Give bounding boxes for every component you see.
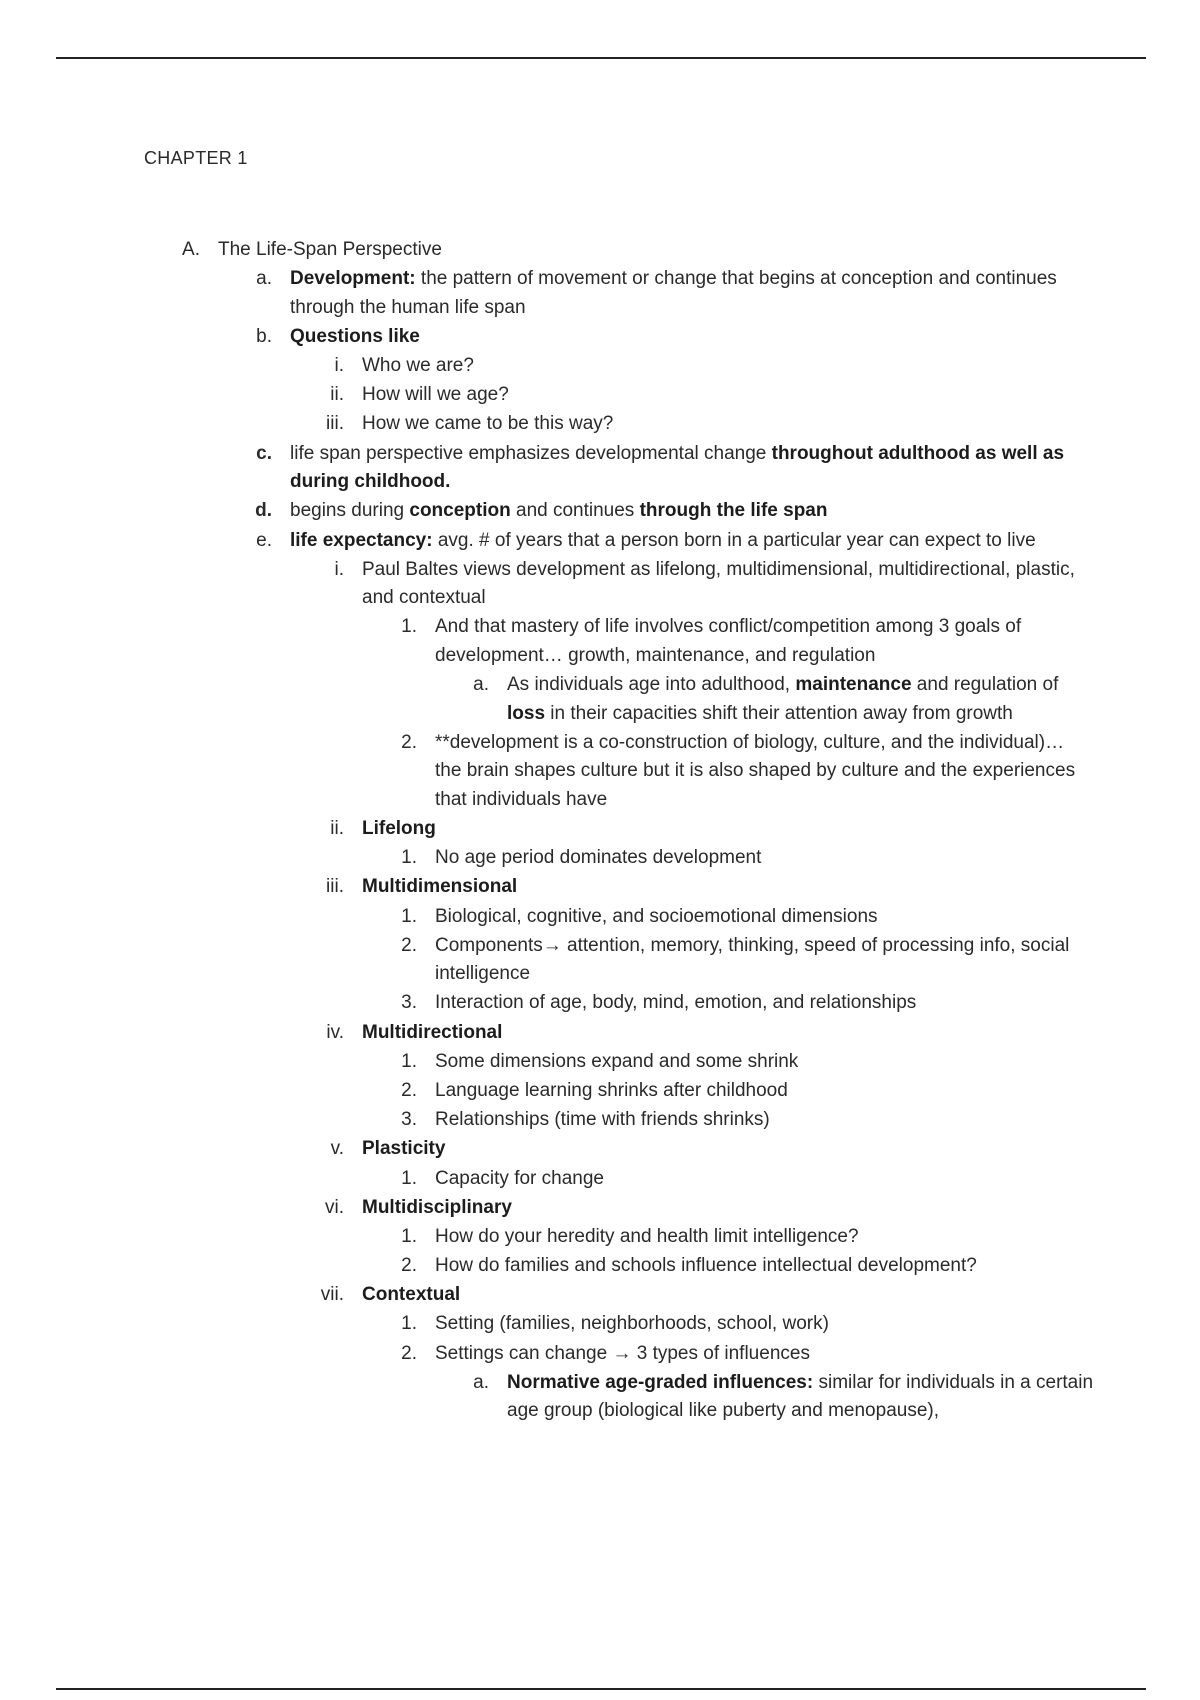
outline-item — [0, 410, 1082, 439]
list-marker: a. — [473, 674, 489, 696]
outline-item — [0, 1019, 1082, 1048]
outline-item-text — [435, 932, 1095, 989]
bold-text: Multidisciplinary — [362, 1196, 512, 1218]
list-marker: i. — [334, 558, 344, 580]
outline-item — [0, 527, 1100, 556]
text-run: the pattern of movement or change that begins at conception and continues through the human life span — [290, 268, 1057, 318]
outline-item-text — [435, 989, 1095, 1018]
list-marker: 2. — [401, 731, 417, 753]
outline-item-text — [435, 729, 1095, 815]
text-run: No age period dominates development — [435, 847, 762, 869]
text-run: How do your heredity and health limit intelligence? — [435, 1225, 859, 1247]
outline-item-text — [362, 873, 1082, 902]
list-marker: 1. — [401, 616, 417, 638]
text-run: Interaction of age, body, mind, emotion, and relationships — [435, 992, 917, 1014]
outline-item-text — [290, 440, 1100, 497]
text-run: How do families and schools influence intellectual development? — [435, 1255, 977, 1277]
bold-text: Questions like — [290, 325, 420, 347]
outline-item — [0, 1048, 1095, 1077]
list-marker: 2. — [401, 1079, 417, 1101]
outline-item-text — [435, 1310, 1095, 1339]
list-marker: a. — [473, 1371, 489, 1393]
outline-item-text — [362, 410, 1082, 439]
text-run: As individuals age into adulthood, — [507, 674, 796, 696]
outline-item — [0, 844, 1095, 873]
list-marker: iv. — [326, 1021, 344, 1043]
bold-text: through the life span — [639, 500, 828, 522]
outline-item-text — [435, 1340, 1095, 1369]
text-run: Who we are? — [362, 355, 474, 377]
bold-text: loss — [507, 702, 546, 724]
outline-item — [0, 1194, 1082, 1223]
text-run: How we came to be this way? — [362, 413, 614, 435]
outline-item-text — [218, 236, 1058, 265]
outline-item-text — [290, 323, 1100, 352]
list-marker: 1. — [401, 1050, 417, 1072]
list-marker: iii. — [326, 413, 344, 435]
outline-item — [0, 1310, 1095, 1339]
outline-item — [0, 1252, 1095, 1281]
outline-item-text — [435, 1223, 1095, 1252]
outline — [0, 236, 1200, 1427]
list-marker: vi. — [325, 1196, 344, 1218]
outline-item-text — [507, 671, 1097, 728]
outline-item — [0, 989, 1095, 1018]
list-marker: i. — [334, 355, 344, 377]
outline-item — [0, 381, 1082, 410]
outline-item — [0, 1135, 1082, 1164]
bottom-rule — [56, 1688, 1146, 1690]
list-marker: 2. — [401, 1255, 417, 1277]
outline-item-text — [362, 1135, 1082, 1164]
outline-item — [0, 323, 1100, 352]
text-run: and regulation of — [911, 674, 1059, 696]
outline-item — [0, 352, 1082, 381]
outline-item-text — [435, 1048, 1095, 1077]
outline-item — [0, 729, 1095, 815]
list-marker: d. — [255, 500, 272, 522]
text-run: Language learning shrinks after childhood — [435, 1079, 788, 1101]
bold-text: Development: — [290, 268, 416, 290]
outline-item-text — [290, 265, 1100, 322]
text-run: avg. # of years that a person born in a particular year can expect to live — [432, 529, 1036, 551]
outline-item-text — [290, 527, 1100, 556]
outline-item-text — [435, 1252, 1095, 1281]
outline-item — [0, 873, 1082, 902]
outline-item — [0, 1340, 1095, 1369]
bold-text: Multidimensional — [362, 876, 518, 898]
outline-item-text — [507, 1369, 1097, 1426]
text-run: begins during — [290, 500, 410, 522]
text-run: Components→ attention, memory, thinking, speed of processing info, social intelligence — [435, 934, 1070, 985]
text-run: The Life-Span Perspective — [218, 239, 442, 260]
text-run: Setting (families, neighborhoods, school, work) — [435, 1313, 829, 1335]
text-run: in their capacities shift their attention away from growth — [545, 702, 1013, 724]
list-marker: 1. — [401, 905, 417, 927]
outline-item-text — [435, 1165, 1095, 1194]
outline-item-text — [362, 1019, 1082, 1048]
outline-item-text — [290, 497, 1100, 526]
top-rule — [56, 57, 1146, 59]
list-marker: e. — [256, 529, 272, 551]
text-run: Settings can change → 3 types of influences — [435, 1342, 810, 1364]
outline-item — [0, 1281, 1082, 1310]
bold-text: conception — [409, 500, 511, 522]
outline-item-text — [435, 903, 1095, 932]
list-marker: 2. — [401, 1342, 417, 1364]
list-marker: iii. — [326, 876, 344, 898]
outline-item — [0, 903, 1095, 932]
text-run: Some dimensions expand and some shrink — [435, 1050, 799, 1072]
list-marker: 2. — [401, 934, 417, 956]
text-run: life span perspective emphasizes developmental change — [290, 442, 772, 464]
list-marker: ii. — [330, 384, 344, 406]
outline-item — [0, 236, 1058, 265]
list-marker: A. — [182, 239, 200, 260]
bold-text: Multidirectional — [362, 1021, 503, 1043]
bold-text: Plasticity — [362, 1138, 446, 1160]
outline-item-text — [362, 381, 1082, 410]
text-run: similar for individuals in a certain age group (biological like puberty and menopause), — [507, 1371, 1094, 1422]
bold-text: Contextual — [362, 1284, 461, 1306]
outline-item — [0, 265, 1100, 322]
outline-item — [0, 932, 1095, 989]
outline-item-text — [362, 1281, 1082, 1310]
outline-item — [0, 1077, 1095, 1106]
outline-item — [0, 497, 1100, 526]
list-marker: vii. — [320, 1284, 344, 1306]
text-run: Capacity for change — [435, 1167, 604, 1189]
outline-item-text — [362, 556, 1082, 613]
outline-item-text — [362, 352, 1082, 381]
list-marker: v. — [330, 1138, 344, 1160]
outline-item — [0, 1106, 1095, 1135]
text-run: Relationships (time with friends shrinks) — [435, 1109, 770, 1131]
text-run: and continues — [510, 500, 640, 522]
outline-item-text — [435, 613, 1095, 670]
outline-item-text — [435, 1106, 1095, 1135]
outline-item-text — [435, 844, 1095, 873]
list-marker: a. — [256, 268, 272, 290]
outline-item — [0, 815, 1082, 844]
list-marker: 1. — [401, 1167, 417, 1189]
outline-item — [0, 671, 1097, 728]
list-marker: ii. — [330, 817, 344, 839]
outline-item — [0, 440, 1100, 497]
chapter-heading: CHAPTER 1 — [144, 148, 248, 168]
bold-text: Lifelong — [362, 817, 436, 839]
outline-item — [0, 1223, 1095, 1252]
bold-text: life expectancy: — [290, 529, 433, 551]
list-marker: 3. — [401, 1109, 417, 1131]
outline-item-text — [362, 1194, 1082, 1223]
outline-item — [0, 613, 1095, 670]
text-run: How will we age? — [362, 384, 509, 406]
outline-item — [0, 556, 1082, 613]
text-run: Paul Baltes views development as lifelong, multidimensional, multidirectional, plastic, and contextual — [362, 558, 1075, 609]
outline-item-text — [435, 1077, 1095, 1106]
list-marker: b. — [256, 325, 272, 347]
list-marker: 1. — [401, 1313, 417, 1335]
list-marker: 1. — [401, 1225, 417, 1247]
list-marker: 3. — [401, 992, 417, 1014]
list-marker: 1. — [401, 847, 417, 869]
outline-item — [0, 1165, 1095, 1194]
bold-text: throughout adulthood as well as during childhood. — [290, 442, 1065, 493]
text-run: Biological, cognitive, and socioemotional dimensions — [435, 905, 878, 927]
text-run: **development is a co-construction of biology, culture, and the individual)… the brain shapes culture but it is also shaped by culture and the experiences that individuals have — [435, 731, 1076, 810]
outline-item-text — [362, 815, 1082, 844]
bold-text: Normative age-graded influences: — [507, 1371, 814, 1393]
bold-text: maintenance — [795, 674, 912, 696]
list-marker: c. — [256, 442, 272, 464]
outline-item — [0, 1369, 1097, 1426]
text-run: And that mastery of life involves conflict/competition among 3 goals of development… growth, maintenance, and regulation — [435, 616, 1022, 666]
